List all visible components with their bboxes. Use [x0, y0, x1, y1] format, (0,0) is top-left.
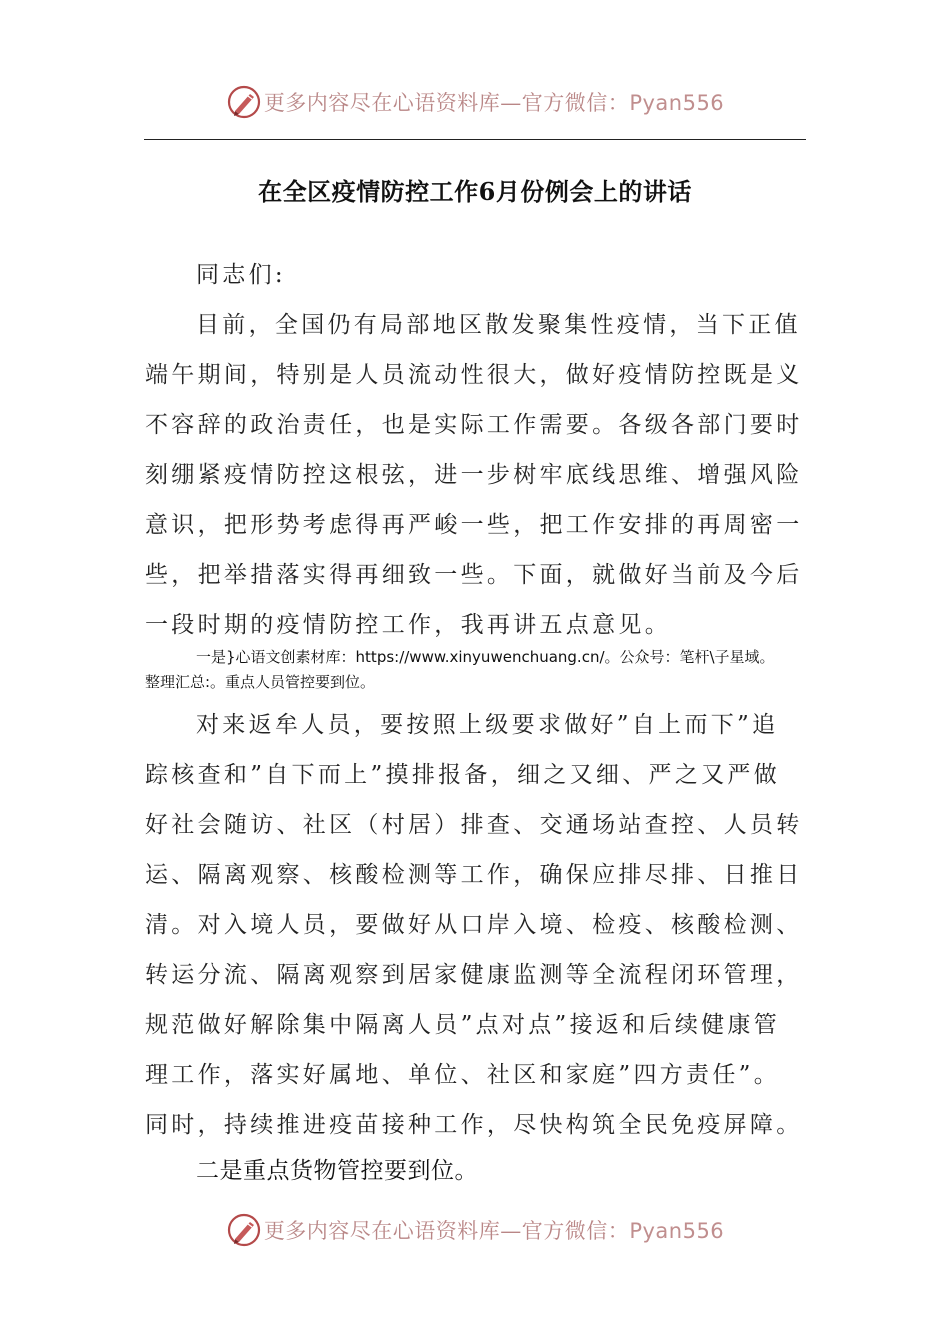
paragraph-line: 踪核查和”自下而上”摸排报备，细之又细、严之又严做	[145, 762, 781, 788]
paragraph-line: 好社会随访、社区（村居）排查、交通场站查控、人员转	[145, 812, 803, 838]
paragraph-line: 转运分流、隔离观察到居家健康监测等全流程闭环管理，	[145, 962, 803, 988]
paragraph-line: 一段时期的疫情防控工作，我再讲五点意见。	[145, 612, 671, 638]
paragraph-line: 刻绷紧疫情防控这根弦，进一步树牢底线思维、增强风险	[145, 462, 803, 488]
section-heading: 二是重点货物管控要到位。	[196, 1158, 478, 1184]
header-watermark-banner	[0, 80, 950, 124]
paragraph-line: 清。对入境人员，要做好从口岸入境、检疫、核酸检测、	[145, 912, 803, 938]
banner-text: 更多内容尽在心语资料库—官方微信：Pyan556	[263, 91, 725, 115]
paragraph-line: 运、隔离观察、核酸检测等工作，确保应排尽排、日推日	[145, 862, 803, 888]
paragraph-line: 规范做好解除集中隔离人员”点对点”接返和后续健康管	[145, 1012, 781, 1038]
wechat-id: Pyan556	[629, 1219, 725, 1243]
paragraph-line: 同时，持续推进疫苗接种工作，尽快构筑全民免疫屏障。	[145, 1112, 803, 1138]
paragraph-line: 理工作，落实好属地、单位、社区和家庭”四方责任”。	[145, 1062, 781, 1088]
header-rule	[144, 139, 806, 140]
document-title: 在全区疫情防控工作6月份例会上的讲话	[258, 177, 692, 206]
pen-logo-icon	[226, 1212, 262, 1248]
pen-logo-icon	[226, 84, 262, 120]
paragraph-line: 意识，把形势考虑得再严峻一些，把工作安排的再周密一	[145, 512, 803, 538]
paragraph-line: 不容辞的政治责任，也是实际工作需要。各级各部门要时	[145, 412, 803, 438]
paragraph-line: 些，把举措落实得再细致一些。下面，就做好当前及今后	[145, 562, 803, 588]
footer-watermark-banner	[0, 1208, 950, 1252]
source-note-line: 整理汇总:。重点人员管控要到位。	[145, 673, 376, 691]
paragraph-line: 对来返牟人员，要按照上级要求做好”自上而下”追	[196, 712, 779, 738]
paragraph-line: 目前，全国仍有局部地区散发聚集性疫情，当下正值	[196, 312, 801, 338]
paragraph-line: 端午期间，特别是人员流动性很大，做好疫情防控既是义	[145, 362, 803, 388]
wechat-id: Pyan556	[629, 91, 725, 115]
salutation: 同志们:	[196, 262, 286, 288]
banner-text: 更多内容尽在心语资料库—官方微信：Pyan556	[263, 1219, 725, 1243]
source-note-line: 一是}心语文创素材库：https://www.xinyuwenchuang.cn/。公众号：笔杆\子星域。	[196, 648, 775, 666]
